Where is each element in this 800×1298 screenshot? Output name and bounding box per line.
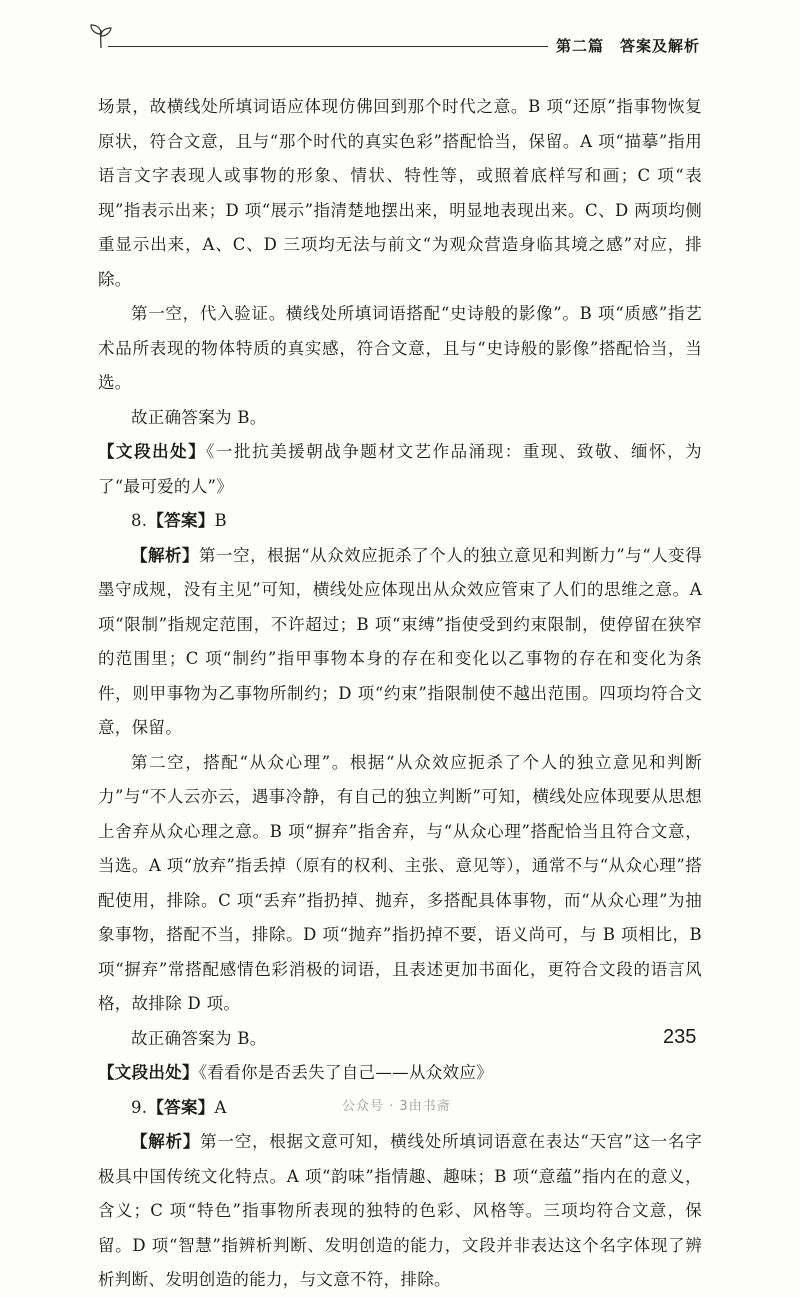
analysis-label: 【解析】 <box>131 1132 201 1151</box>
answer-label: 【答案】 <box>147 511 215 530</box>
question-number: 9. <box>131 1097 148 1117</box>
paragraph: 故正确答案为 B。 <box>131 407 267 427</box>
analysis-paragraph <box>98 539 702 746</box>
paragraph: 第一空，代入验证。横线处所填词语搭配“史诗般的影像”。B 项“质感”指艺术品所表现的物体特质的真实感，符合文意，且与“史诗般的影像”搭配恰当，当选。 <box>98 304 702 392</box>
analysis-label: 【解析】 <box>131 545 200 565</box>
source-label: 【文段出处】 <box>98 1063 199 1082</box>
question-number: 8. <box>131 511 148 530</box>
analysis-text: 第一空，根据“从众效应扼杀了个人的独立意见和判断力”与“人变得墨守成规，没有主见”可知，横线处应体现出从众效应管束了人们的思维之意。A 项“限制”指规定范围，不许超过；B 项“束缚”指使受到约束限制，使停留在狭窄的范围里；C 项“制约”指甲事物本身的存在和变化以乙事物的存在和变化为条件，则甲事物为乙事物所制约；D 项“约束”指限制使不越出范围。四项均符合文意，保留。 <box>98 545 702 737</box>
paragraph: 第二空，搭配“从众心理”。根据“从众效应扼杀了个人的独立意见和判断力”与“不人云亦云，遇事冷静，有自己的独立判断”可知，横线处应体现要从思想上舍弃从众心理之意。B 项“摒弃”指舍弃，与“从众心理”搭配恰当且符合文意，当选。A 项“放弃”指丢掉（原有的权利、主张、意见等），通常不与“从众心理”搭配使用，排除。C 项“丢弃”指扔掉、抛弃，多搭配具体事物，而“从众心理”为抽象事物，搭配不当，排除。D 项“抛弃”指扔掉不要，语义尚可，与 B 项相比，B 项“摒弃”常搭配感情色彩消极的词语，且表述更加书面化，更符合文段的语言风格，故排除 D 项。 <box>98 752 702 1013</box>
answer-line <box>98 504 702 539</box>
watermark: 公众号 · 3由书斋 <box>342 1099 451 1114</box>
answer-value: A <box>214 1097 227 1117</box>
section-title: 第二篇 答案及解析 <box>556 37 701 55</box>
page-number: 235 <box>663 1026 697 1048</box>
source-paragraph <box>98 435 702 504</box>
page-header <box>0 0 800 70</box>
answer-value: B <box>214 511 227 530</box>
source-paragraph <box>98 1056 702 1091</box>
source-text: 《看看你是否丢失了自己——从众效应》 <box>198 1063 493 1082</box>
analysis-text: 第一空，根据文意可知，横线处所填词语意在表达“天宫”这一名字极具中国传统文化特点。A 项“韵味”指情趣、趣味；B 项“意蕴”指内在的意义，含义；C 项“特色”指事物所表现的独特的色彩、风格等。三项均符合文意，保留。D 项“智慧”指辨析判断、发明创造的能力，文段并非表达这个名字体现了辨析判断、发明创造的能力，与文意不符，排除。 <box>98 1132 703 1289</box>
answer-label: 【答案】 <box>147 1097 215 1117</box>
source-label: 【文段出处】 <box>98 442 207 461</box>
header-rule <box>108 46 548 47</box>
analysis-paragraph <box>98 1125 702 1298</box>
paragraph: 场景，故横线处所填词语应体现仿佛回到那个时代之意。B 项“还原”指事物恢复原状，符合文意，且与“那个时代的真实色彩”搭配恰当，保留。A 项“描摹”指用语言文字表现人或事物的形象、情状、特性等，或照着底样写和画；C 项“表现”指表示出来；D 项“展示”指清楚地摆出来，明显地表现出来。C、D 两项均侧重显示出来，A、C、D 三项均无法与前文“为观众营造身临其境之感”对应，排除。 <box>98 97 702 289</box>
answer-body <box>98 90 702 1298</box>
paragraph: 故正确答案为 B。 <box>131 1028 267 1048</box>
source-text: 《一批抗美援朝战争题材文艺作品涌现：重现、致敬、缅怀，为了“最可爱的人”》 <box>98 442 702 496</box>
